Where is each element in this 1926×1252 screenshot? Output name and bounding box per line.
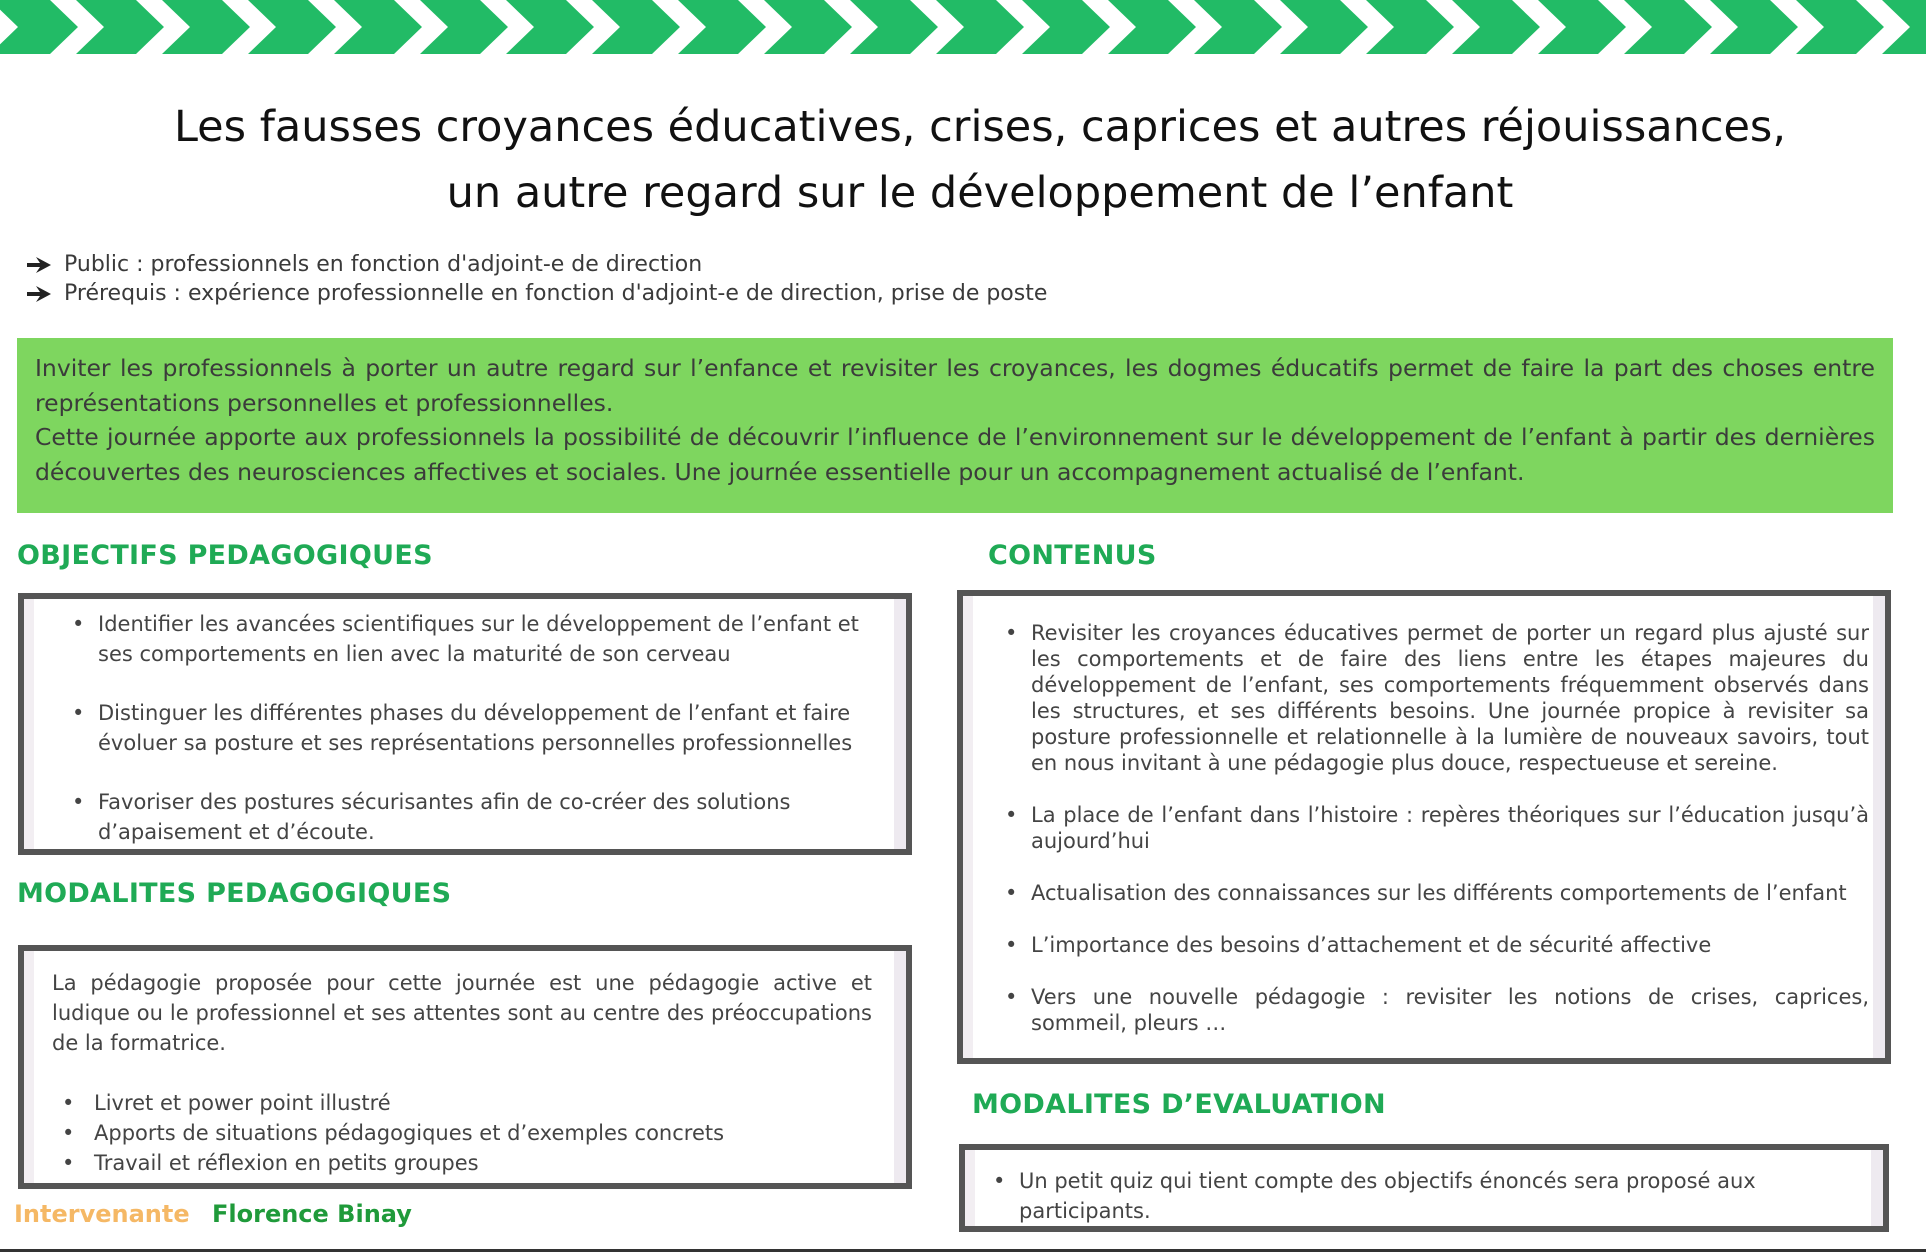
chevron-group xyxy=(0,0,1926,54)
meta-prerequis-text: Prérequis : expérience professionnelle en fonction d'adjoint-e de direction, prise de poste xyxy=(64,281,1048,306)
contenus-box xyxy=(957,590,1891,1064)
title-line-1: Les fausses croyances éducatives, crises, caprices et autres réjouissances, xyxy=(173,102,1787,152)
chevron-shape xyxy=(1366,0,1454,54)
chevron-shape xyxy=(678,0,766,54)
chevron-shape xyxy=(506,0,594,54)
list-item: • Un petit quiz qui tient compte des objectifs énoncés sera proposé aux participants. xyxy=(985,1166,1863,1226)
objectifs-box xyxy=(18,593,912,855)
chevron-shape xyxy=(248,0,336,54)
contenus-list xyxy=(997,620,1869,1036)
chevron-shape xyxy=(76,0,164,54)
meta-info xyxy=(26,250,1047,308)
arrow-right-icon xyxy=(26,285,64,303)
chevron-shape xyxy=(1194,0,1282,54)
modalites-pedagogiques-heading: MODALITES PEDAGOGIQUES xyxy=(17,878,452,909)
intro-block xyxy=(17,338,1893,513)
evaluation-list xyxy=(985,1166,1863,1226)
chevron-shape xyxy=(850,0,938,54)
chevron-shape xyxy=(592,0,680,54)
chevron-shape xyxy=(334,0,422,54)
chevron-banner xyxy=(0,0,1926,54)
intervenant xyxy=(14,1200,412,1228)
chevron-shape xyxy=(1280,0,1368,54)
chevron-shape xyxy=(0,0,78,54)
list-item: • Actualisation des connaissances sur les différents comportements de l’enfant xyxy=(997,880,1869,906)
chevron-shape xyxy=(162,0,250,54)
objectifs-list xyxy=(64,609,866,847)
intervenant-name: Florence Binay xyxy=(212,1200,412,1228)
title-line-2: un autre regard sur le développement de l’enfant xyxy=(446,168,1514,218)
list-item: • Distinguer les différentes phases du développement de l’enfant et faire évoluer sa posture et ses représentations personnelles professionnelles xyxy=(64,698,866,758)
modalites-list xyxy=(52,1088,872,1178)
list-item: • La place de l’enfant dans l’histoire : repères théoriques sur l’éducation jusqu’à aujourd’hui xyxy=(997,802,1869,854)
meta-public-text: Public : professionnels en fonction d'adjoint-e de direction xyxy=(64,252,703,277)
intro-paragraph-2: Cette journée apporte aux professionnels la possibilité de découvrir l’influence de l’environnement sur le développement de l’enfant à partir des dernières découvertes des neurosciences affectives et sociales. Une journée essentielle pour un accompagnement actualisé de l’enfant. xyxy=(35,423,1875,486)
modalites-pedagogiques-box xyxy=(18,945,912,1189)
chevron-shape xyxy=(936,0,1024,54)
modalites-evaluation-box xyxy=(959,1144,1889,1232)
arrow-right-icon xyxy=(26,256,64,274)
intro-paragraph-1: Inviter les professionnels à porter un autre regard sur l’enfance et revisiter les croyances, les dogmes éducatifs permet de faire la part des choses entre représentations personnelles et professionnelles. xyxy=(35,354,1875,417)
list-item: • L’importance des besoins d’attachement et de sécurité affective xyxy=(997,932,1869,958)
modalites-evaluation-heading: MODALITES D’EVALUATION xyxy=(972,1089,1386,1120)
chevron-shape xyxy=(1538,0,1626,54)
meta-prerequis xyxy=(26,279,1047,308)
list-item: • Favoriser des postures sécurisantes afin de co-créer des solutions d’apaisement et d’écoute. xyxy=(64,787,866,847)
list-item: • Livret et power point illustré xyxy=(52,1088,872,1118)
chevron-shape xyxy=(1624,0,1712,54)
chevron-shape xyxy=(1108,0,1196,54)
contenus-heading: CONTENUS xyxy=(988,540,1157,571)
list-item: • Vers une nouvelle pédagogie : revisiter les notions de crises, caprices, sommeil, pleurs … xyxy=(997,984,1869,1036)
list-item: • Revisiter les croyances éducatives permet de porter un regard plus ajusté sur les comportements et de faire des liens entre les étapes majeures du développement de l’enfant, ses comportements fréquemment observés dans les structures, et ses différents besoins. Une journée propice à revisiter sa posture professionnelle et relationnelle à la lumière de nouveaux savoirs, tout en nous invitant à une pédagogie plus douce, respectueuse et sereine. xyxy=(997,620,1869,776)
chevron-shape xyxy=(1022,0,1110,54)
chevron-shape xyxy=(764,0,852,54)
chevron-shape xyxy=(1882,0,1926,54)
modalites-paragraph: La pédagogie proposée pour cette journée est une pédagogie active et ludique ou le professionnel et ses attentes sont au centre des préoccupations de la formatrice. xyxy=(52,971,872,1055)
list-item: • Identifier les avancées scientifiques sur le développement de l’enfant et ses comportements en lien avec la maturité de son cerveau xyxy=(64,609,866,669)
chevron-shape xyxy=(1452,0,1540,54)
page-title xyxy=(60,94,1900,226)
intervenant-label: Intervenante xyxy=(14,1200,190,1228)
chevron-shape xyxy=(1710,0,1798,54)
chevron-shape xyxy=(1796,0,1884,54)
list-item: • Travail et réflexion en petits groupes xyxy=(52,1148,872,1178)
meta-public xyxy=(26,250,1047,279)
list-item: • Apports de situations pédagogiques et d’exemples concrets xyxy=(52,1118,872,1148)
chevron-shape xyxy=(420,0,508,54)
objectifs-heading: OBJECTIFS PEDAGOGIQUES xyxy=(17,540,433,571)
